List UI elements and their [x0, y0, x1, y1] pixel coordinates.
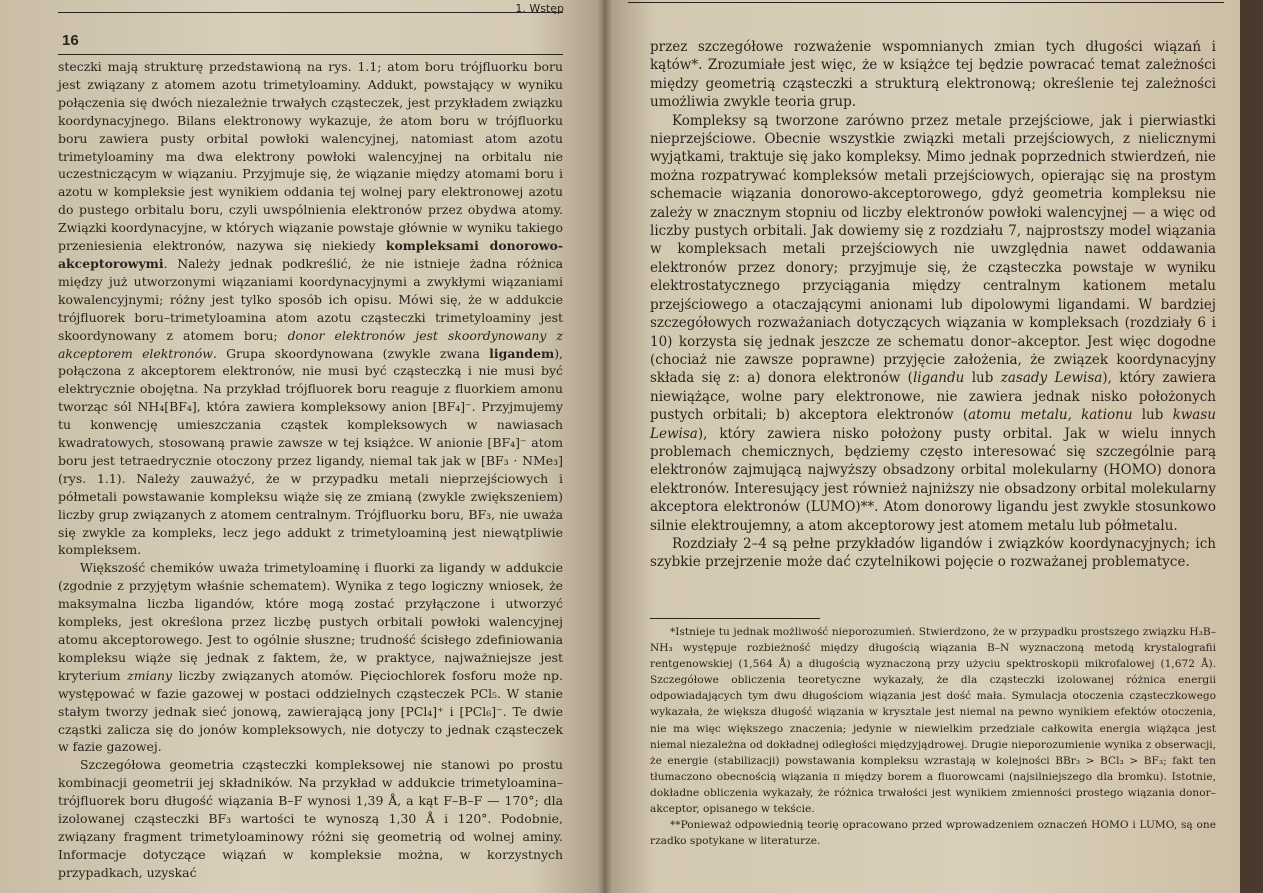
- paragraph: [58, 559, 563, 756]
- italic-term: zmiany: [127, 667, 173, 683]
- text-run: lub: [964, 370, 1001, 387]
- running-head: 1. Wstęp: [515, 2, 564, 15]
- book-spine-shadow: [598, 0, 612, 893]
- paragraph: [650, 38, 1216, 112]
- text-run: steczki mają strukturę przedstawioną na rys. 1.1; atom boru trójfluorku boru jest związany z atomem azotu trimetyloaminy. Addukt, powstający w wyniku połączenia się dwóch niezależnie trwałych cząsteczek, jest przykładem związku koordynacyjnego. Bilans elektronowy wykazuje, że atom boru w trójfluorku boru zawiera pusty orbital powłoki walencyjnej, natomiast atom azotu trimetyloaminy ma dwa elektrony powłoki walencyjnej na orbitalu nie uczestniczącym w wiązaniu. Przyjmuje się, że wiązanie między atomami boru i azotu w kompleksie jest wynikiem oddania tej wolnej pary elektronowej azotu do pustego orbitalu boru, czyli uwspólnienia elektronów przez obydwa atomy. Związki koordynacyjne, w których wiązanie powstaje głównie w wyniku takiego przeniesienia elektronów, nazywa się niekiedy: [58, 59, 563, 254]
- paragraph: [650, 112, 1216, 535]
- text-run: lub: [1132, 407, 1173, 424]
- text-run: ), połączona z akceptorem elektronów, nie musi być cząsteczką i nie musi być elektrycznie obojętna. Na przykład trójfluorek boru reaguje z fluorkiem amonu tworząc sól NH₄[BF₄], która zawiera kompleksowy anion [BF₄]⁻. Przyjmujemy tu konwencję umieszczania cząstek kompleksowych w nawiasach kwadratowych, stosowaną prawie zawsze w tej książce. W anionie [BF₄]⁻ atom boru jest tetraedrycznie otoczony przez ligandy, niemal tak jak w [BF₃ · NMe₃] (rys. 1.1). Należy zauważyć, że w przypadku metali nieprzejściowych i półmetali powstawanie kompleksu wiąże się ze zmianą (zwykle zwiększeniem) liczby grup związanych z atomem centralnym. Trójfluorku boru, BF₃, nie uważa się zwykle za kompleks, lecz jego addukt z trimetyloaminą jest niewątpliwie kompleksem.: [58, 345, 564, 558]
- text-run: Rozdziały 2–4 są pełne przykładów ligandów i związków koordynacyjnych; ich szybkie przejrzenie może dać czytelnikowi pojęcie o rozważanej problematyce.: [650, 535, 1216, 571]
- paragraph: [58, 756, 563, 881]
- top-rule-right: [628, 2, 1224, 3]
- footnote-rule: [650, 618, 820, 619]
- italic-term: zasady Lewisa: [1000, 370, 1103, 387]
- italic-term: donor elektronów jest skoordynowany z akceptorem elektronów: [58, 327, 563, 361]
- paragraph: [58, 58, 563, 559]
- text-run: ), który zawiera niewiążące, wolne pary elektronowe, nie zawiera jednak nisko położonych pustych orbitali; b) akceptora elektronów (: [650, 370, 1216, 424]
- text-run: ), który zawiera nisko położony pusty orbital. Jak w wielu innych problemach chemicznych, będziemy często interesować się szczególnie parą elektronów zajmującą najwyższy obsadzony orbital molekularny (HOMO) donora elektronów. Interesujący jest również najniższy nie obsadzony orbital molekularny akceptora elektronów (LUMO)**. Atom donorowy ligandu jest zwykle stosunkowo silnie elektroujemny, a atom akceptorowy jest atomem metalu lub półmetalu.: [650, 425, 1216, 534]
- italic-term: ligandu: [912, 370, 965, 387]
- page-number: 16: [62, 32, 79, 49]
- bold-term: kompleksami donorowo-akceptorowymi: [58, 238, 563, 271]
- top-rule: [58, 12, 563, 13]
- right-body-text: [650, 38, 1216, 572]
- text-run: Szczegółowa geometria cząsteczki kompleksowej nie stanowi po prostu kombinacji geometrii jej składników. Na przykład w addukcie trimetyloamina–trójfluorek boru długość wiązania B–F wynosi 1,39 Å, a kąt F–B–F — 170°; dla izolowanej cząsteczki BF₃ wartości te wynoszą 1,30 Å i 120°. Podobnie, związany fragment trimetyloaminowy różni się geometrią od wolnej aminy. Informacje dotyczące wiązań w kompleksie można, w korzystnych przypadkach, uzyskać: [58, 757, 563, 880]
- footnote: *Istnieje tu jednak możliwość nieporozumień. Stwierdzono, że w przypadku prostszego związku H₃B–NH₃ występuje rozbieżność między długością wiązania B–N wyznaczoną metodą krystalografii rentgenowskiej (1,564 Å) a długością wyznaczoną przy użyciu spektroskopii mikrofalowej (1,672 Å). Szczegółowe obliczenia teoretyczne wykazały, że dla cząsteczki izolowanej różnica energii odpowiadających tym dwu długościom wiązania jest dość mała. Symulacja otoczenia cząsteczkowego wykazała, że większa długość wiązania w krysztale jest niemal na pewno wynikiem efektów otoczenia, nie ma więc większego znaczenia; jedynie w niewielkim przedziale całkowita energia wiążąca jest niemal niezależna od dokładnej odległości międzyjądrowej. Drugie nieporozumienie wynika z obserwacji, że energie (stabilizacji) powstawania kompleksu wzrastają w kolejności BBr₃ > BCl₃ > BF₃; fakt ten tłumaczono obecnością wiązania π między borem a fluorowcami (najsilniejszego dla bromku). Istotnie, dokładne obliczenia wykazały, że różnica trwałości jest wynikiem zmienności prostego wiązania donor–akceptor, opisanego w tekście.: [650, 626, 1216, 816]
- footnote: **Ponieważ odpowiednią teorię opracowano przed wprowadzeniem oznaczeń HOMO i LUMO, są one rzadko spotykane w literaturze.: [650, 819, 1216, 848]
- italic-term: kwasu Lewisa: [650, 407, 1216, 442]
- text-run: przez szczegółowe rozważenie wspomnianych zmian tych długości wiązań i kątów*. Zrozumiałe jest więc, że w książce tej będzie powracać temat zależności między geometrią cząsteczki a strukturą elektronową; określenie tej zależności umożliwia zwykle teoria grup.: [650, 39, 1216, 111]
- italic-term: atomu metalu, kationu: [968, 407, 1133, 424]
- footnotes: [650, 624, 1216, 849]
- left-body-text: [58, 58, 563, 882]
- text-run: liczby związanych atomów. Pięciochlorek fosforu może np. występować w fazie gazowej w postaci oddzielnych cząsteczek PCl₅. W stanie stałym tworzy jednak sieć jonową, zawierającą jony [PCl₄]⁺ i [PCl₆]⁻. Te dwie cząstki zalicza się do jonów kompleksowych, nie dotyczy to jednak cząsteczek w fazie gazowej.: [58, 667, 563, 755]
- text-run: Kompleksy są tworzone zarówno przez metale przejściowe, jak i pierwiastki nieprzejściowe. Obecnie wszystkie związki metali przejściowych, z nielicznymi wyjątkami, traktuje się jako kompleksy. Mimo jednak poprzednich stwierdzeń, nie można rozpatrywać kompleksów metali przejściowych, opierając się na prostym schemacie wiązania donorowo-akceptorowego, gdyż geometria kompleksu nie zależy w znacznym stopniu od liczby elektronów powłoki walencyjnej — a więc od liczby pustych orbitali. Jak dowiemy się z rozdziału 7, najprostszy model wiązania w kompleksach metali przejściowych nie uwzględnia nawet oddawania elektronów przez donory; przyjmuje się, że cząsteczka powstaje w wyniku elektrostatycznego przyciągania między centralnym kationem metalu przejściowego a otaczającymi anionami lub dipolowymi ligandami. W bardziej szczegółowych rozważaniach dotyczących wiązania w kompleksach (rozdziały 6 i 10) korzysta się jednak jeszcze ze schematu donor–akceptor. Jest więc dogodne (chociaż nie zawsze poprawne) przyjęcie założenia, że związek koordynacyjny składa się z: a) donora elektronów (: [650, 112, 1216, 387]
- header-rule: [58, 54, 563, 55]
- left-page: [0, 0, 604, 893]
- paragraph: [650, 535, 1216, 572]
- page-edge: [1240, 0, 1263, 893]
- right-page: [604, 0, 1240, 893]
- text-run: . Grupa skoordynowana (zwykle zwana: [212, 345, 490, 361]
- text-run: Większość chemików uważa trimetyloaminę i fluorki za ligandy w addukcie (zgodnie z przyjętym właśnie schematem). Wynika z tego logiczny wniosek, że maksymalna liczba ligandów, które mogą zostać przyłączone i utworzyć kompleks, jest określona przez liczbę pustych orbitali powłoki walencyjnej atomu akceptorowego. Jest to ogólnie słuszne; trudność ścisłego zdefiniowania kompleksu wiąże się jednak z faktem, że, w praktyce, najważniejsze jest kryterium: [58, 560, 563, 683]
- bold-term: ligandem: [489, 345, 555, 361]
- text-run: . Należy jednak podkreślić, że nie istnieje żadna różnica między już utworzonymi wiązaniami koordynacyjnymi a zwykłymi wiązaniami kowalencyjnymi; różny jest tylko sposób ich opisu. Mówi się, że w addukcie trójfluorek boru–trimetyloamina atom azotu cząsteczki trimetyloaminy jest skoordynowany z atomem boru;: [58, 255, 563, 343]
